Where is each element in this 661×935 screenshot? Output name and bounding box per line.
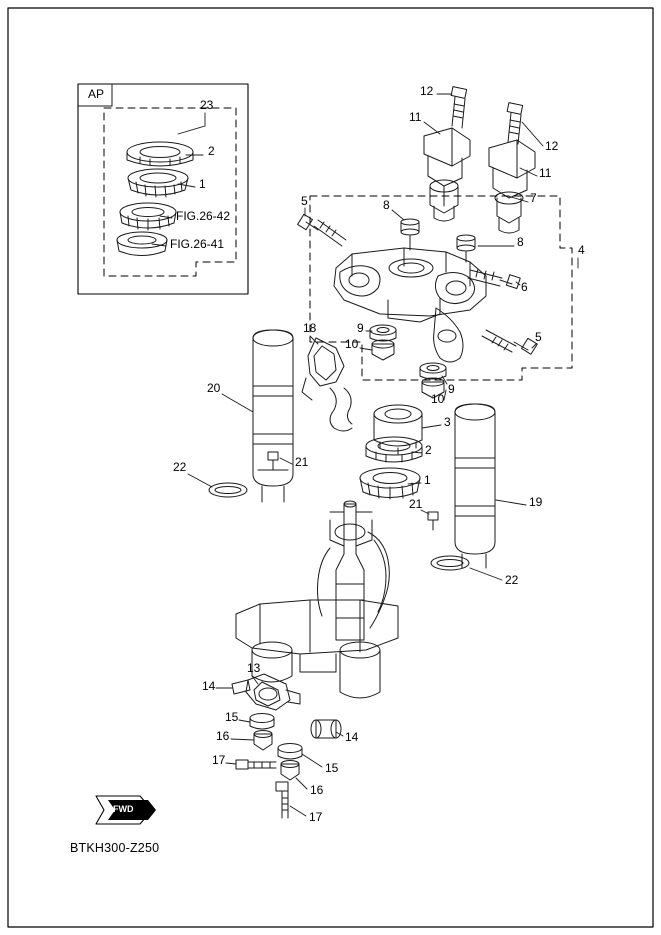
bolt-17-left bbox=[236, 760, 276, 769]
inset-part-fig-26-42 bbox=[120, 203, 176, 230]
inset-part-fig-26-41 bbox=[117, 232, 167, 256]
washer-8-left bbox=[401, 219, 419, 250]
inset-ap-box bbox=[78, 84, 248, 294]
callout-4: 4 bbox=[578, 243, 585, 257]
callout-14-right: 14 bbox=[345, 730, 359, 744]
bolt-21-right bbox=[428, 512, 438, 530]
callout-8-right: 8 bbox=[517, 235, 524, 249]
callout-21-left: 21 bbox=[295, 455, 309, 469]
nut-10-left bbox=[372, 340, 394, 360]
fig-ref-26-42: FIG.26-42 bbox=[176, 209, 231, 223]
diagram-code: BTKH300-Z250 bbox=[70, 841, 160, 855]
nut-16-right bbox=[281, 761, 299, 781]
callout-2-inset: 2 bbox=[208, 144, 215, 158]
callout-5-upper: 5 bbox=[301, 194, 308, 208]
oring-22-left bbox=[209, 483, 247, 497]
fork-tube-20 bbox=[253, 330, 293, 502]
callout-22-right: 22 bbox=[505, 573, 519, 587]
bolt-5-upper bbox=[298, 214, 346, 246]
part-13-bracket bbox=[232, 674, 300, 710]
bolt-6 bbox=[468, 269, 520, 289]
washer-15-right bbox=[278, 744, 302, 760]
callout-18: 18 bbox=[303, 321, 317, 335]
callout-21-right: 21 bbox=[409, 497, 423, 511]
callout-10-left: 10 bbox=[345, 337, 359, 351]
callout-6: 6 bbox=[521, 280, 528, 294]
inset-part-1 bbox=[128, 169, 188, 197]
callout-17-left: 17 bbox=[212, 753, 226, 767]
callout-7: 7 bbox=[530, 191, 537, 205]
fwd-label: FWD bbox=[113, 804, 134, 814]
fig-ref-26-41: FIG.26-41 bbox=[170, 237, 225, 251]
callout-1-main: 1 bbox=[424, 473, 431, 487]
handlebar-holder-left bbox=[424, 128, 470, 221]
collar-14-right bbox=[311, 720, 341, 738]
cable-guide-18 bbox=[302, 338, 352, 431]
group-4-dashed-boundary bbox=[310, 196, 572, 380]
callout-15-right: 15 bbox=[325, 761, 339, 775]
callout-19: 19 bbox=[529, 495, 543, 509]
callout-15-left: 15 bbox=[225, 710, 239, 724]
callout-9-right: 9 bbox=[448, 382, 455, 396]
callout-11-left: 11 bbox=[409, 110, 422, 124]
callout-5-lower: 5 bbox=[535, 330, 542, 344]
callout-12-top: 12 bbox=[420, 84, 434, 98]
callout-22-left: 22 bbox=[173, 460, 187, 474]
callout-2-main: 2 bbox=[425, 443, 432, 457]
callout-16-right: 16 bbox=[310, 783, 324, 797]
callout-12-right: 12 bbox=[545, 139, 559, 153]
oring-22-right bbox=[431, 556, 469, 570]
callout-23: 23 bbox=[200, 98, 214, 112]
callout-14-left: 14 bbox=[202, 679, 216, 693]
callout-8-left: 8 bbox=[383, 198, 390, 212]
steering-stem bbox=[318, 501, 390, 640]
bolt-17-right bbox=[276, 782, 288, 818]
callout-13: 13 bbox=[247, 661, 261, 675]
callout-10-right: 10 bbox=[431, 392, 445, 406]
bolt-12-right bbox=[507, 103, 523, 144]
handlebar-holder-right bbox=[489, 140, 535, 233]
fork-tube-19 bbox=[455, 404, 495, 568]
inset-part-2 bbox=[127, 142, 193, 166]
callout-3: 3 bbox=[444, 415, 451, 429]
inset-title: AP bbox=[88, 87, 105, 101]
callout-16-left: 16 bbox=[216, 729, 230, 743]
callout-9-left: 9 bbox=[357, 321, 364, 335]
nut-16-left bbox=[254, 731, 272, 751]
washer-15-left bbox=[250, 714, 274, 730]
callout-11-right: 11 bbox=[539, 166, 552, 180]
ring-nut-3 bbox=[374, 405, 422, 454]
callout-20: 20 bbox=[207, 381, 221, 395]
bolt-12-left bbox=[451, 87, 467, 128]
nut-9-left bbox=[370, 325, 396, 341]
callout-1-inset: 1 bbox=[199, 177, 206, 191]
bolt-5-lower bbox=[482, 330, 537, 354]
callout-17-right: 17 bbox=[309, 810, 323, 824]
bolt-21-left bbox=[268, 452, 278, 470]
